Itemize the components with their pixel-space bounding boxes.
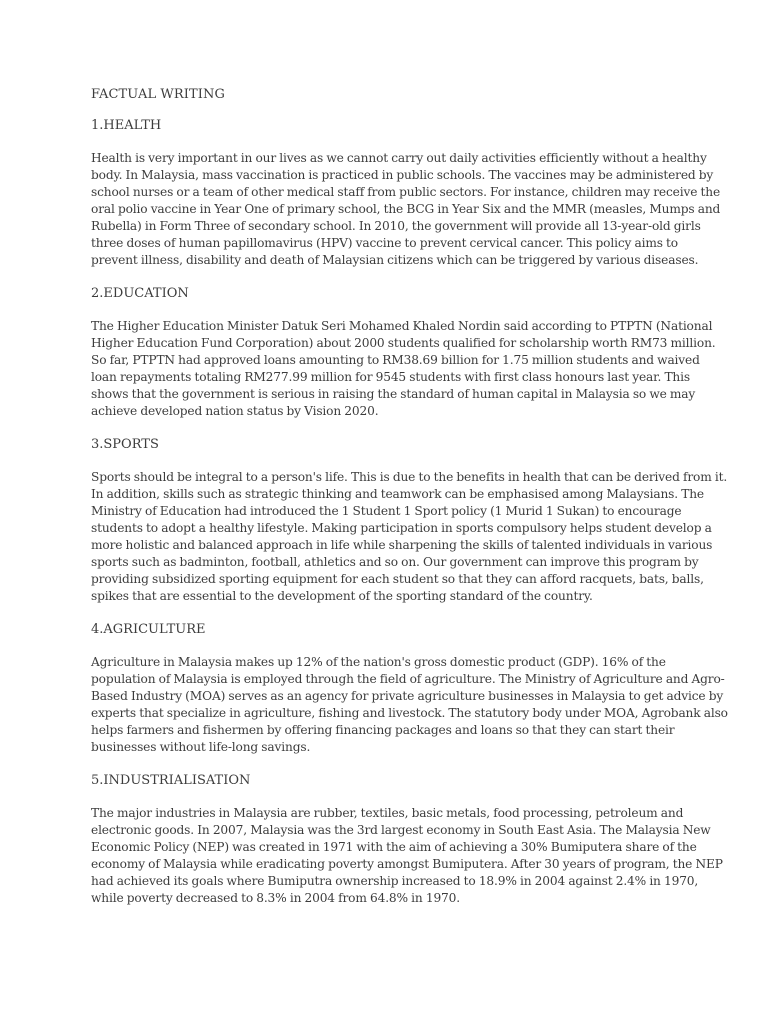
text-line: Sports should be integral to a person's life. This is due to the benefits in health that can be derived from it. — [91, 470, 728, 484]
text-line: students to adopt a healthy lifestyle. Making participation in sports compulsory helps student develop a — [91, 521, 712, 535]
text-line: Economic Policy (NEP) was created in 1971 with the aim of achieving a 30% Bumiputera share of the — [91, 840, 697, 854]
text-line: providing subsidized sporting equipment for each student so that they can afford racquets, bats, balls, — [91, 572, 704, 586]
text-line: economy of Malaysia while eradicating poverty amongst Bumiputera. After 30 years of program, the NEP — [91, 857, 723, 871]
text-line: achieve developed nation status by Vision 2020. — [91, 404, 379, 418]
section-body-education — [91, 318, 716, 420]
section-body-health — [91, 150, 721, 269]
text-line: loan repayments totaling RM277.99 million for 9545 students with first class honours last year. This — [91, 370, 690, 384]
text-line: sports such as badminton, football, athletics and so on. Our government can improve this program by — [91, 555, 699, 569]
text-line: So far, PTPTN had approved loans amounting to RM38.69 billion for 1.75 million students and waived — [91, 353, 700, 367]
section-heading-health: 1.HEALTH — [91, 118, 162, 133]
text-line: spikes that are essential to the development of the sporting standard of the country. — [91, 589, 593, 603]
text-line: population of Malaysia is employed through the field of agriculture. The Ministry of Agriculture and Agro- — [91, 672, 725, 686]
text-line: shows that the government is serious in raising the standard of human capital in Malaysia so we may — [91, 387, 696, 401]
text-line: school nurses or a team of other medical staff from public sectors. For instance, children may receive the — [91, 185, 721, 199]
document-title: FACTUAL WRITING — [91, 87, 225, 102]
section-heading-industrialisation: 5.INDUSTRIALISATION — [91, 773, 251, 788]
document-page — [91, 86, 728, 923]
text-line: prevent illness, disability and death of Malaysian citizens which can be triggered by various diseases. — [91, 253, 699, 267]
text-line: three doses of human papillomavirus (HPV) vaccine to prevent cervical cancer. This policy aims to — [91, 236, 678, 250]
section-sports — [91, 436, 728, 605]
section-body-agriculture — [91, 654, 728, 756]
text-line: Rubella) in Form Three of secondary school. In 2010, the government will provide all 13-year-old girls — [91, 219, 701, 233]
text-line: experts that specialize in agriculture, fishing and livestock. The statutory body under MOA, Agrobank also — [91, 706, 728, 720]
section-heading-sports: 3.SPORTS — [91, 437, 159, 452]
text-line: helps farmers and fishermen by offering financing packages and loans so that they can start their — [91, 723, 675, 737]
text-line: electronic goods. In 2007, Malaysia was the 3rd largest economy in South East Asia. The Malaysia New — [91, 823, 711, 837]
text-line: oral polio vaccine in Year One of primary school, the BCG in Year Six and the MMR (measles, Mumps and — [91, 202, 721, 216]
text-line: The Higher Education Minister Datuk Seri Mohamed Khaled Nordin said according to PTPTN (National — [91, 319, 713, 333]
section-education — [91, 285, 716, 420]
text-line: body. In Malaysia, mass vaccination is practiced in public schools. The vaccines may be administered by — [91, 168, 714, 182]
text-line: more holistic and balanced approach in life while sharpening the skills of talented individuals in various — [91, 538, 713, 552]
text-line: Health is very important in our lives as we cannot carry out daily activities efficiently without a healthy — [91, 151, 707, 165]
text-line: Agriculture in Malaysia makes up 12% of the nation's gross domestic product (GDP). 16% of the — [91, 655, 666, 669]
text-line: businesses without life-long savings. — [91, 740, 311, 754]
text-line: had achieved its goals where Bumiputra ownership increased to 18.9% in 2004 against 2.4% in 1970, — [91, 874, 699, 888]
section-industrialisation — [91, 772, 723, 907]
section-body-sports — [91, 469, 728, 605]
text-line: while poverty decreased to 8.3% in 2004 from 64.8% in 1970. — [91, 891, 460, 905]
text-line: Higher Education Fund Corporation) about 2000 students qualified for scholarship worth RM73 million. — [91, 336, 716, 350]
text-line: Based Industry (MOA) serves as an agency for private agriculture businesses in Malaysia to get advice by — [91, 689, 724, 703]
section-health — [91, 117, 721, 269]
section-heading-agriculture: 4.AGRICULTURE — [91, 622, 206, 637]
section-body-industrialisation — [91, 805, 723, 907]
text-line: In addition, skills such as strategic thinking and teamwork can be emphasised among Malaysians. The — [91, 487, 704, 501]
section-heading-education: 2.EDUCATION — [91, 286, 189, 301]
text-line: The major industries in Malaysia are rubber, textiles, basic metals, food processing, petroleum and — [91, 806, 684, 820]
text-line: Ministry of Education had introduced the 1 Student 1 Sport policy (1 Murid 1 Sukan) to encourage — [91, 504, 682, 518]
section-agriculture — [91, 621, 728, 756]
